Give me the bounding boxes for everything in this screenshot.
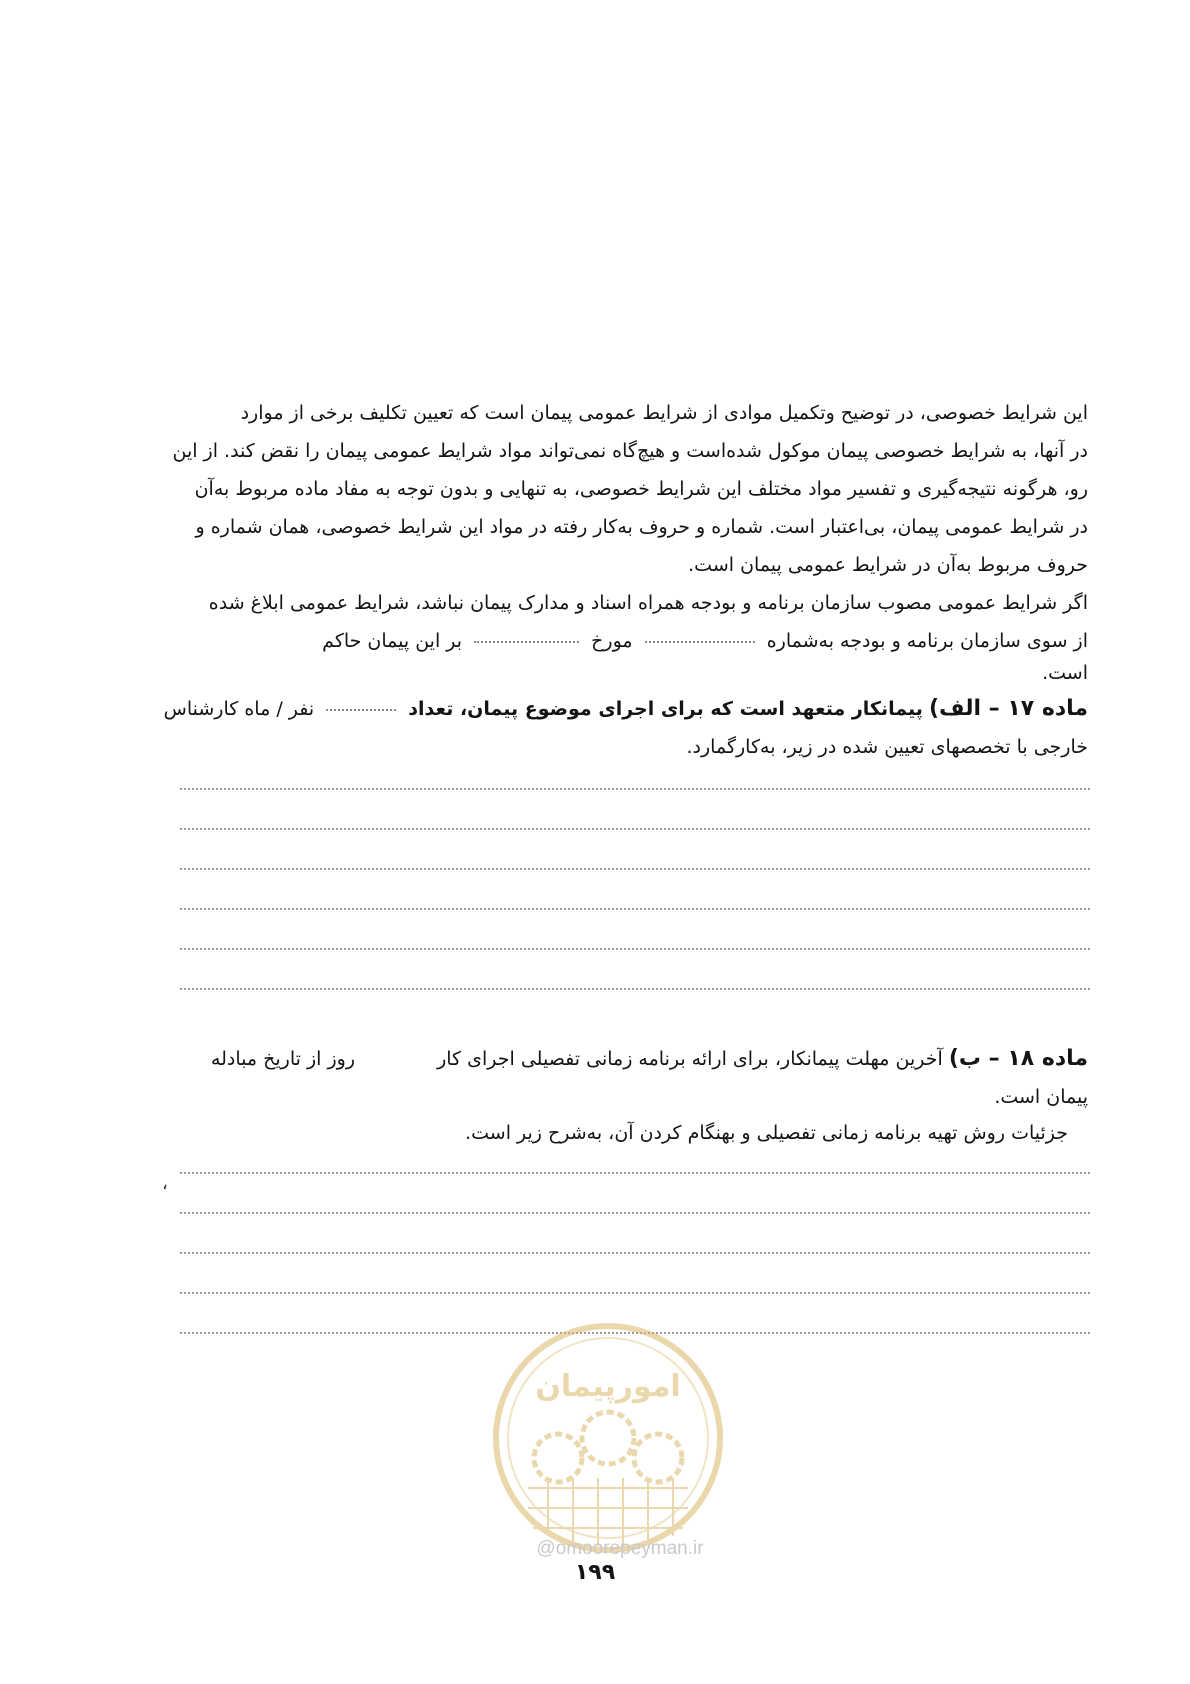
dotted-line	[180, 1252, 1090, 1254]
article-17-title: ماده ۱۷ – الف)	[928, 696, 1088, 721]
dotted-line	[180, 988, 1090, 990]
number-blank	[645, 641, 755, 643]
watermark-name: امورپیمان	[535, 1369, 681, 1404]
article-18-line-2: پیمان است.	[994, 1086, 1088, 1108]
count-blank	[326, 709, 396, 711]
dotted-line	[180, 1292, 1090, 1294]
dotted-line	[180, 868, 1090, 870]
article-18-days-from-exchange: روز از تاریخ مبادله	[210, 1048, 355, 1070]
article-17-line-1	[98, 690, 1088, 728]
article-17-text: پیمانکار متعهد است که برای اجرای موضوع پیمان، تعداد	[408, 698, 923, 720]
general-conditions-by-number: از سوی سازمان برنامه و بودجه به‌شماره	[766, 630, 1088, 652]
article-18-text: آخرین مهلت پیمانکار، برای ارائه برنامه زمانی تفصیلی اجرای کار	[437, 1048, 943, 1070]
general-conditions-line-1: اگر شرایط عمومی مصوب سازمان برنامه و بودجه همراه اسناد و مدارک پیمان نباشد، شرایط عمومی ابلاغ شده	[208, 592, 1088, 614]
watermark-url: @omoorepeyman.ir	[536, 1538, 704, 1559]
intro-line-2: در آنها، به شرایط خصوصی پیمان موکول شده‌است و هیچ‌گاه نمی‌تواند مواد شرایط عمومی پیمان را نقض کند. از این	[172, 440, 1088, 462]
article-18-title: ماده ۱۸ – ب)	[948, 1046, 1088, 1071]
intro-line-1: این شرایط خصوصی، در توضیح وتکمیل موادی از شرایط عمومی پیمان است که تعیین تکلیف برخی از موارد	[240, 402, 1088, 424]
article-18-line-1	[98, 1040, 1088, 1078]
dotted-line	[180, 828, 1090, 830]
dotted-line	[180, 948, 1090, 950]
general-conditions-governing: بر این پیمان حاکم	[322, 630, 463, 652]
article-17-person-month: نفر / ماه کارشناس	[163, 698, 315, 720]
date-blank	[474, 641, 579, 643]
general-conditions-line-3: است.	[1042, 662, 1088, 684]
intro-line-4: در شرایط عمومی پیمان، بی‌اعتبار است. شماره و حروف به‌کار رفته در مواد این شرایط خصوصی، همان شماره و	[195, 516, 1088, 538]
stray-mark: ،	[162, 1173, 168, 1194]
page-number: ۱۹۹	[574, 1560, 616, 1585]
intro-line-5: حروف مربوط به‌آن در شرایط عمومی پیمان است.	[688, 554, 1088, 576]
article-18-line-3: جزئیات روش تهیه برنامه زمانی تفصیلی و بهنگام کردن آن، به‌شرح زیر است.	[465, 1122, 1068, 1144]
intro-line-3: رو، هرگونه نتیجه‌گیری و تفسیر مواد مختلف این شرایط خصوصی، به تنهایی و بدون توجه به مفاد ماده مربوط به‌آن	[194, 478, 1088, 500]
general-conditions-dated: مورخ	[591, 630, 633, 652]
article-17-line-2: خارجی با تخصصهای تعیین شده در زیر، به‌کارگمارد.	[686, 736, 1088, 758]
dotted-line	[180, 1212, 1090, 1214]
dotted-line	[180, 908, 1090, 910]
watermark-logo	[488, 1318, 728, 1558]
dotted-line	[180, 788, 1090, 790]
dotted-line	[180, 1172, 1090, 1174]
